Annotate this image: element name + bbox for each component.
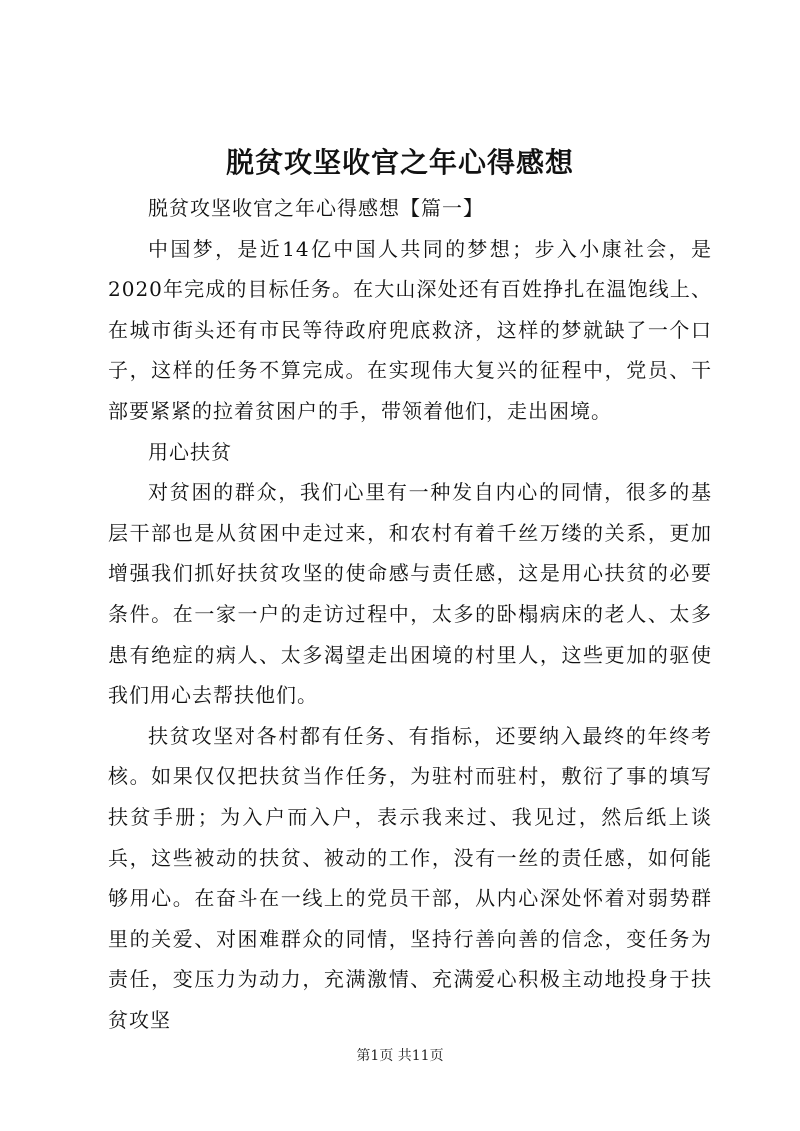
paragraph: 中国梦，是近14亿中国人共同的梦想；步入小康社会，是2020年完成的目标任务。在大山深处还有百姓挣扎在温饱线上、在城市街头还有市民等待政府兜底救济，这样的梦就缺了一个口子，这样的任务不算完成。在实现伟大复兴的征程中，党员、干部要紧紧的拉着贫困户的手，带领着他们，走出困境。 [108, 236, 712, 423]
section-heading: 脱贫攻坚收官之年心得感想【篇一】 [148, 196, 484, 220]
subheading: 用心扶贫 [148, 439, 232, 464]
document-title: 脱贫攻坚收官之年心得感想 [225, 146, 574, 179]
document-body [108, 188, 712, 1040]
paragraph: 扶贫攻坚对各村都有任务、有指标，还要纳入最终的年终考核。如果仅仅把扶贫当作任务，为驻村而驻村，敷衍了事的填写扶贫手册；为入户而入户，表示我来过、我见过，然后纸上谈兵，这些被动的扶贫、被动的工作，没有一丝的责任感，如何能够用心。在奋斗在一线上的党员干部，从内心深处怀着对弱势群里的关爱、对困难群众的同情，坚持行善向善的信念，变任务为责任，变压力为动力，充满激情、充满爱心积极主动地投身于扶贫攻坚 [108, 723, 712, 1032]
page-footer: 第1页 共11页 [356, 1048, 444, 1064]
paragraph: 对贫困的群众，我们心里有一种发自内心的同情，很多的基层干部也是从贫困中走过来，和农村有着千丝万缕的关系，更加增强我们抓好扶贫攻坚的使命感与责任感，这是用心扶贫的必要条件。在一家一户的走访过程中，太多的卧榻病床的老人、太多患有绝症的病人、太多渴望走出困境的村里人，这些更加的驱使我们用心去帮扶他们。 [108, 480, 712, 708]
